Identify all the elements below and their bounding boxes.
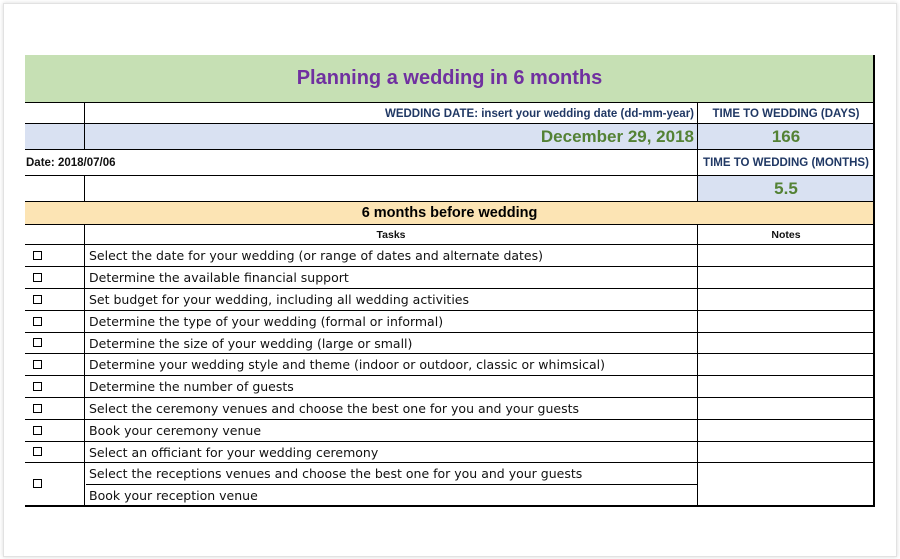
grid-line	[25, 310, 875, 311]
grid-line	[25, 244, 875, 245]
grid-line	[25, 332, 875, 333]
task-7: Determine the number of guests	[89, 379, 294, 394]
task-1-checkbox[interactable]	[33, 251, 42, 260]
grid-line	[25, 375, 875, 376]
task-1: Select the date for your wedding (or range of dates and alternate dates)	[89, 248, 544, 263]
task-4-checkbox[interactable]	[33, 317, 42, 326]
task-11-checkbox[interactable]	[33, 479, 42, 488]
task-2: Determine the available financial support	[89, 270, 349, 285]
wedding-date-label: WEDDING DATE: insert your wedding date (dd-mm-year)	[384, 107, 694, 120]
wedding-date-value: December 29, 2018	[540, 126, 694, 146]
grid-line	[25, 288, 875, 289]
grid-line	[25, 201, 875, 202]
task-3-checkbox[interactable]	[33, 295, 42, 304]
section-title: 6 months before wedding	[361, 205, 538, 221]
grid-line	[25, 441, 875, 442]
task-9-checkbox[interactable]	[33, 426, 42, 435]
task-8: Select the ceremony venues and choose the best one for you and your guests	[89, 401, 580, 416]
grid-line	[25, 175, 875, 176]
task-10: Select an officiant for your wedding ceremony	[89, 444, 379, 460]
task-11: Select the receptions venues and choose the best one for you and your guests	[89, 466, 583, 481]
notes-header: Notes	[771, 228, 801, 241]
time-months-label: TIME TO WEDDING (MONTHS)	[703, 156, 869, 169]
task-3: Set budget for your wedding, including all wedding activities	[89, 292, 470, 307]
grid-line	[25, 224, 875, 225]
grid-line	[697, 102, 698, 202]
grid-line	[25, 462, 875, 463]
grid-line	[25, 149, 875, 150]
time-months-value: 5.5	[774, 179, 798, 198]
grid-line	[873, 55, 875, 507]
task-7-checkbox[interactable]	[33, 382, 42, 391]
time-days-value: 166	[771, 126, 801, 146]
grid-line	[25, 419, 875, 420]
task-4: Determine the type of your wedding (formal or informal)	[89, 314, 444, 329]
grid-line	[25, 505, 875, 507]
grid-line	[84, 102, 85, 150]
grid-line	[84, 224, 85, 507]
task-9: Book your ceremony venue	[89, 423, 262, 438]
grid-line	[697, 224, 698, 507]
grid-line	[86, 484, 697, 485]
task-10-checkbox[interactable]	[33, 447, 42, 456]
grid-line	[25, 397, 875, 398]
task-6-checkbox[interactable]	[33, 360, 42, 369]
grid-line	[25, 266, 875, 267]
grid-line	[25, 102, 875, 103]
tasks-header: Tasks	[376, 228, 406, 241]
grid-line	[84, 175, 85, 202]
task-5: Determine the size of your wedding (large or small)	[89, 335, 413, 351]
task-6: Determine your wedding style and theme (indoor or outdoor, classic or whimsical)	[89, 357, 605, 372]
task-12: Book your reception venue	[89, 487, 258, 503]
task-2-checkbox[interactable]	[33, 273, 42, 282]
time-days-label: TIME TO WEDDING (DAYS)	[712, 107, 860, 120]
task-8-checkbox[interactable]	[33, 404, 42, 413]
grid-line	[25, 123, 875, 124]
task-5-checkbox[interactable]	[33, 338, 42, 347]
sheet-title: Planning a wedding in 6 months	[25, 55, 874, 102]
current-date: Date: 2018/07/06	[26, 156, 116, 169]
grid-line	[25, 353, 875, 354]
